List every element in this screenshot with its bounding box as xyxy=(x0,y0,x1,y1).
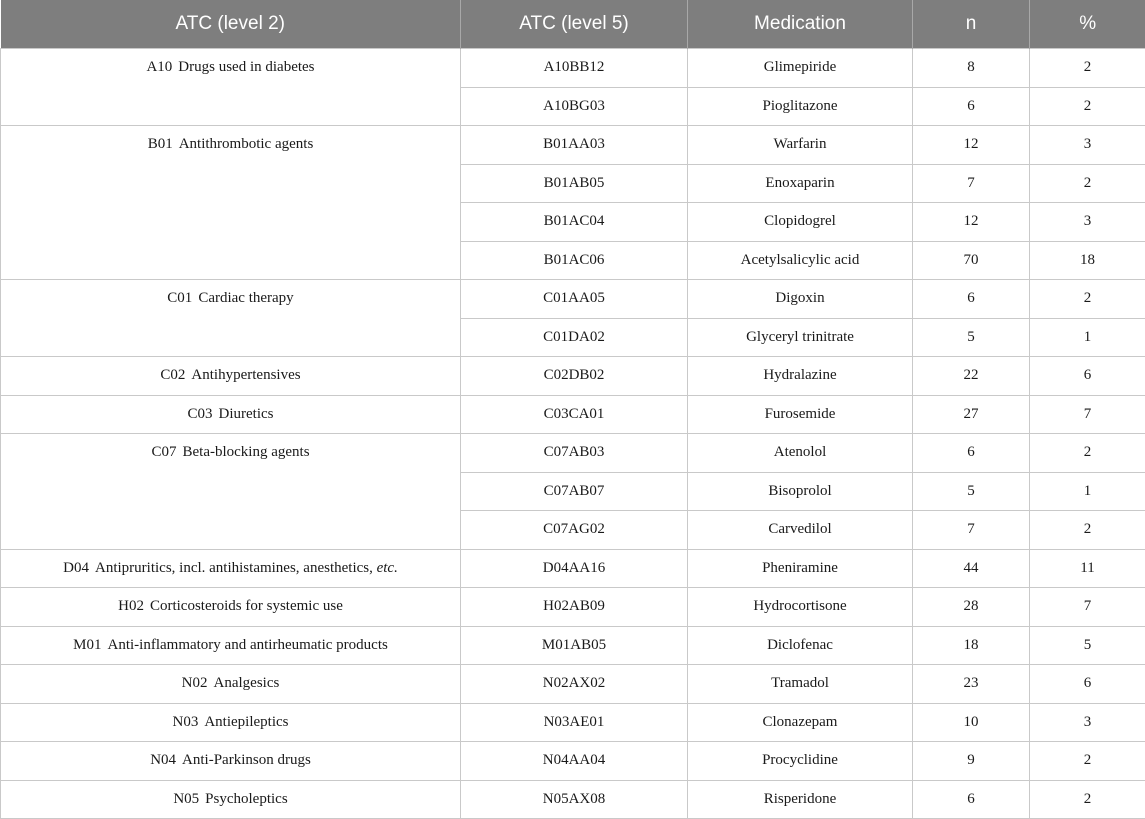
atc-level2-name: Diuretics xyxy=(219,406,274,422)
medication-cell: Glimepiride xyxy=(688,49,913,88)
count-cell: 23 xyxy=(913,665,1030,704)
atc-level5-cell: N04AA04 xyxy=(461,742,688,781)
atc-level5-cell: A10BG03 xyxy=(461,87,688,126)
percent-cell: 6 xyxy=(1030,665,1145,704)
percent-cell: 1 xyxy=(1030,472,1145,511)
table-row xyxy=(1,549,1145,588)
atc-level2-cell xyxy=(1,280,461,357)
header-medication: Medication xyxy=(688,0,913,49)
table-row xyxy=(1,357,1145,396)
count-cell: 44 xyxy=(913,549,1030,588)
medication-cell: Digoxin xyxy=(688,280,913,319)
medication-cell: Hydrocortisone xyxy=(688,588,913,627)
count-cell: 22 xyxy=(913,357,1030,396)
count-cell: 8 xyxy=(913,49,1030,88)
atc-level2-code: H02 xyxy=(118,598,144,614)
percent-cell: 18 xyxy=(1030,241,1145,280)
percent-cell: 7 xyxy=(1030,395,1145,434)
atc-level5-cell: C01DA02 xyxy=(461,318,688,357)
atc-level2-name: Antipruritics, incl. antihistamines, anesthetics, xyxy=(95,560,373,576)
medication-cell: Enoxaparin xyxy=(688,164,913,203)
percent-cell: 1 xyxy=(1030,318,1145,357)
atc-level2-code: M01 xyxy=(73,637,101,653)
count-cell: 5 xyxy=(913,472,1030,511)
medication-cell: Hydralazine xyxy=(688,357,913,396)
atc-level2-cell xyxy=(1,626,461,665)
atc-level5-cell: N02AX02 xyxy=(461,665,688,704)
medication-cell: Acetylsalicylic acid xyxy=(688,241,913,280)
table-row xyxy=(1,434,1145,473)
count-cell: 6 xyxy=(913,280,1030,319)
medication-cell: Tramadol xyxy=(688,665,913,704)
atc-level5-cell: M01AB05 xyxy=(461,626,688,665)
table-row xyxy=(1,626,1145,665)
count-cell: 6 xyxy=(913,780,1030,819)
atc-level2-name: Anti-inflammatory and antirheumatic products xyxy=(108,637,388,653)
table-row xyxy=(1,126,1145,165)
percent-cell: 7 xyxy=(1030,588,1145,627)
percent-cell: 2 xyxy=(1030,87,1145,126)
count-cell: 70 xyxy=(913,241,1030,280)
atc-level2-name-italic: etc. xyxy=(377,560,398,576)
percent-cell: 5 xyxy=(1030,626,1145,665)
atc-level5-cell: C07AG02 xyxy=(461,511,688,550)
atc-level5-cell: C01AA05 xyxy=(461,280,688,319)
atc-level2-name: Cardiac therapy xyxy=(198,290,293,306)
medication-cell: Procyclidine xyxy=(688,742,913,781)
atc-level2-cell xyxy=(1,742,461,781)
percent-cell: 11 xyxy=(1030,549,1145,588)
percent-cell: 3 xyxy=(1030,203,1145,242)
atc-level5-cell: H02AB09 xyxy=(461,588,688,627)
count-cell: 5 xyxy=(913,318,1030,357)
atc-level2-code: C07 xyxy=(151,444,176,460)
header-row xyxy=(1,0,1145,49)
atc-level2-code: C02 xyxy=(160,367,185,383)
count-cell: 28 xyxy=(913,588,1030,627)
atc-level2-cell xyxy=(1,588,461,627)
atc-level2-code: C01 xyxy=(167,290,192,306)
medication-cell: Clonazepam xyxy=(688,703,913,742)
atc-level2-cell xyxy=(1,357,461,396)
atc-level2-code: B01 xyxy=(148,136,173,152)
atc-level2-name: Antihypertensives xyxy=(191,367,300,383)
percent-cell: 2 xyxy=(1030,280,1145,319)
atc-level2-code: C03 xyxy=(188,406,213,422)
table-row xyxy=(1,49,1145,88)
atc-level5-cell: B01AB05 xyxy=(461,164,688,203)
percent-cell: 2 xyxy=(1030,511,1145,550)
count-cell: 6 xyxy=(913,434,1030,473)
medication-cell: Carvedilol xyxy=(688,511,913,550)
medication-cell: Furosemide xyxy=(688,395,913,434)
atc-level5-cell: B01AA03 xyxy=(461,126,688,165)
atc-level5-cell: D04AA16 xyxy=(461,549,688,588)
atc-level5-cell: C03CA01 xyxy=(461,395,688,434)
atc-level5-cell: N05AX08 xyxy=(461,780,688,819)
atc-level5-cell: C07AB03 xyxy=(461,434,688,473)
atc-level2-code: D04 xyxy=(63,560,89,576)
atc-level5-cell: A10BB12 xyxy=(461,49,688,88)
count-cell: 7 xyxy=(913,164,1030,203)
atc-level2-code: A10 xyxy=(146,59,172,75)
table-row xyxy=(1,742,1145,781)
atc-level2-code: N05 xyxy=(173,791,199,807)
atc-level2-name: Antiepileptics xyxy=(204,714,288,730)
percent-cell: 3 xyxy=(1030,126,1145,165)
atc-level2-cell xyxy=(1,49,461,126)
atc-level2-cell xyxy=(1,549,461,588)
atc-level2-name: Antithrombotic agents xyxy=(179,136,314,152)
percent-cell: 2 xyxy=(1030,780,1145,819)
count-cell: 6 xyxy=(913,87,1030,126)
table-row xyxy=(1,395,1145,434)
table-body xyxy=(1,49,1145,819)
percent-cell: 2 xyxy=(1030,742,1145,781)
medication-cell: Pheniramine xyxy=(688,549,913,588)
count-cell: 12 xyxy=(913,203,1030,242)
atc-level2-name: Drugs used in diabetes xyxy=(178,59,314,75)
medication-cell: Glyceryl trinitrate xyxy=(688,318,913,357)
header-atc-level5: ATC (level 5) xyxy=(461,0,688,49)
percent-cell: 3 xyxy=(1030,703,1145,742)
atc-level2-cell xyxy=(1,780,461,819)
table-row xyxy=(1,280,1145,319)
atc-level2-name: Anti-Parkinson drugs xyxy=(182,752,311,768)
atc-level2-name: Psycholeptics xyxy=(205,791,288,807)
table-row xyxy=(1,780,1145,819)
atc-level5-cell: C07AB07 xyxy=(461,472,688,511)
atc-level2-cell xyxy=(1,395,461,434)
atc-level2-name: Corticosteroids for systemic use xyxy=(150,598,343,614)
header-percent: % xyxy=(1030,0,1145,49)
count-cell: 18 xyxy=(913,626,1030,665)
percent-cell: 6 xyxy=(1030,357,1145,396)
atc-level5-cell: C02DB02 xyxy=(461,357,688,396)
count-cell: 7 xyxy=(913,511,1030,550)
header-n: n xyxy=(913,0,1030,49)
count-cell: 12 xyxy=(913,126,1030,165)
table-header xyxy=(1,0,1145,49)
medication-cell: Risperidone xyxy=(688,780,913,819)
medication-cell: Bisoprolol xyxy=(688,472,913,511)
atc-level5-cell: B01AC04 xyxy=(461,203,688,242)
percent-cell: 2 xyxy=(1030,164,1145,203)
atc-level2-name: Beta-blocking agents xyxy=(182,444,309,460)
atc-level2-code: N04 xyxy=(150,752,176,768)
medication-cell: Pioglitazone xyxy=(688,87,913,126)
atc-level5-cell: B01AC06 xyxy=(461,241,688,280)
medication-cell: Atenolol xyxy=(688,434,913,473)
atc-level5-cell: N03AE01 xyxy=(461,703,688,742)
medication-cell: Clopidogrel xyxy=(688,203,913,242)
count-cell: 9 xyxy=(913,742,1030,781)
percent-cell: 2 xyxy=(1030,434,1145,473)
medication-cell: Warfarin xyxy=(688,126,913,165)
table-row xyxy=(1,703,1145,742)
percent-cell: 2 xyxy=(1030,49,1145,88)
atc-level2-cell xyxy=(1,126,461,280)
atc-level2-cell xyxy=(1,665,461,704)
header-atc-level2: ATC (level 2) xyxy=(1,0,461,49)
atc-level2-code: N02 xyxy=(182,675,208,691)
atc-level2-cell xyxy=(1,703,461,742)
atc-level2-cell xyxy=(1,434,461,550)
medication-cell: Diclofenac xyxy=(688,626,913,665)
count-cell: 10 xyxy=(913,703,1030,742)
atc-level2-name: Analgesics xyxy=(214,675,280,691)
table-row xyxy=(1,665,1145,704)
table-row xyxy=(1,588,1145,627)
count-cell: 27 xyxy=(913,395,1030,434)
atc-level2-code: N03 xyxy=(173,714,199,730)
